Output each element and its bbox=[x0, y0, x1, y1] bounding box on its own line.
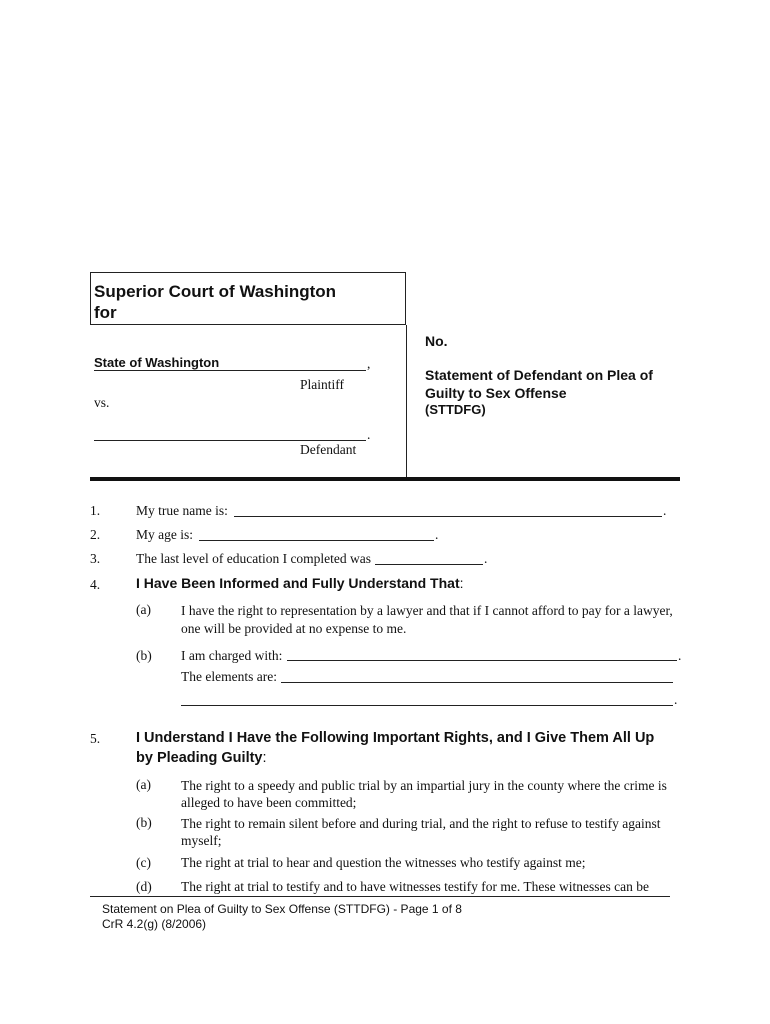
true-name-field[interactable] bbox=[234, 516, 662, 517]
item-4a-text bbox=[181, 602, 673, 638]
item-4b-text: I am charged with: bbox=[181, 648, 283, 663]
plaintiff-label: Plaintiff bbox=[300, 377, 345, 392]
item-5d-label: (d) bbox=[136, 879, 152, 894]
item-5b-line1: The right to remain silent before and during trial, and the right to refuse to testify against bbox=[181, 816, 661, 831]
item-5c-line1: The right at trial to hear and question the witnesses who testify against me; bbox=[181, 855, 586, 870]
defendant-name-field[interactable] bbox=[94, 440, 366, 441]
item-3-text: The last level of education I completed was bbox=[136, 551, 372, 566]
elements-field-line1[interactable] bbox=[281, 682, 673, 683]
item-5a-label: (a) bbox=[136, 777, 151, 792]
item-5-heading bbox=[136, 728, 654, 768]
document-title bbox=[425, 366, 653, 402]
page-footer bbox=[102, 902, 462, 932]
footer-line2: CrR 4.2(g) (8/2006) bbox=[102, 917, 207, 931]
item-5c-label: (c) bbox=[136, 855, 151, 870]
item-4b-end: . bbox=[678, 648, 682, 663]
education-field[interactable] bbox=[375, 564, 483, 565]
item-2-end: . bbox=[435, 527, 439, 542]
footer-rule bbox=[90, 896, 670, 897]
defendant-label: Defendant bbox=[300, 442, 357, 457]
footer-line1: Statement on Plea of Guilty to Sex Offense (STTDFG) - Page 1 of 8 bbox=[102, 902, 462, 916]
case-number-label: No. bbox=[425, 333, 448, 349]
elements-field-line2[interactable] bbox=[181, 705, 673, 706]
item-4-heading bbox=[136, 575, 464, 591]
item-1-end: . bbox=[663, 503, 667, 518]
item-3-end: . bbox=[484, 551, 488, 566]
item-3-number: 3. bbox=[90, 551, 101, 566]
elements-end: . bbox=[674, 692, 678, 707]
item-5-heading-line2 bbox=[136, 748, 654, 768]
item-5-colon: : bbox=[262, 750, 267, 766]
item-5-number: 5. bbox=[90, 731, 101, 746]
item-5a-text bbox=[181, 777, 667, 811]
item-5d-line1: The right at trial to testify and to have witnesses testify for me. These witnesses can be bbox=[181, 879, 649, 894]
plaintiff-name: State of Washington bbox=[94, 355, 220, 370]
item-4a-label: (a) bbox=[136, 602, 151, 617]
plaintiff-underline bbox=[94, 370, 366, 371]
item-5-heading-line1: I Understand I Have the Following Important Rights, and I Give Them All Up bbox=[136, 730, 655, 746]
item-4a-line2: one will be provided at no expense to me. bbox=[181, 621, 407, 636]
caption-thick-rule bbox=[90, 477, 680, 481]
item-4-heading-text: I Have Been Informed and Fully Understand That bbox=[136, 575, 460, 591]
item-4-number: 4. bbox=[90, 577, 101, 592]
document-title-line1: Statement of Defendant on Plea of bbox=[425, 367, 653, 383]
elements-label: The elements are: bbox=[181, 669, 277, 684]
item-5b-text bbox=[181, 815, 661, 849]
item-5a-line2: alleged to have been committed; bbox=[181, 795, 357, 810]
charged-with-field[interactable] bbox=[287, 660, 677, 661]
court-name bbox=[94, 281, 336, 323]
item-1-number: 1. bbox=[90, 503, 101, 518]
plaintiff-comma: , bbox=[367, 356, 371, 371]
item-4a-line1: I have the right to representation by a lawyer and that if I cannot afford to pay for a lawyer, bbox=[181, 603, 673, 618]
item-2-text: My age is: bbox=[136, 527, 193, 542]
defendant-period: . bbox=[367, 427, 371, 442]
age-field[interactable] bbox=[199, 540, 434, 541]
document-title-line2: Guilty to Sex Offense bbox=[425, 385, 567, 401]
item-5b-label: (b) bbox=[136, 815, 152, 830]
item-4-colon: : bbox=[459, 575, 464, 591]
item-4b-label: (b) bbox=[136, 648, 152, 663]
item-5-heading-line2-text: by Pleading Guilty bbox=[136, 750, 263, 766]
item-5a-line1: The right to a speedy and public trial by an impartial jury in the county where the crime is bbox=[181, 778, 667, 793]
caption-divider bbox=[406, 325, 407, 478]
court-name-line2: for bbox=[94, 303, 117, 322]
document-code: (STTDFG) bbox=[425, 402, 486, 417]
item-1-text: My true name is: bbox=[136, 503, 228, 518]
item-5b-line2: myself; bbox=[181, 833, 222, 848]
versus-label: vs. bbox=[94, 395, 110, 410]
item-2-number: 2. bbox=[90, 527, 101, 542]
court-name-line1: Superior Court of Washington bbox=[94, 282, 337, 301]
